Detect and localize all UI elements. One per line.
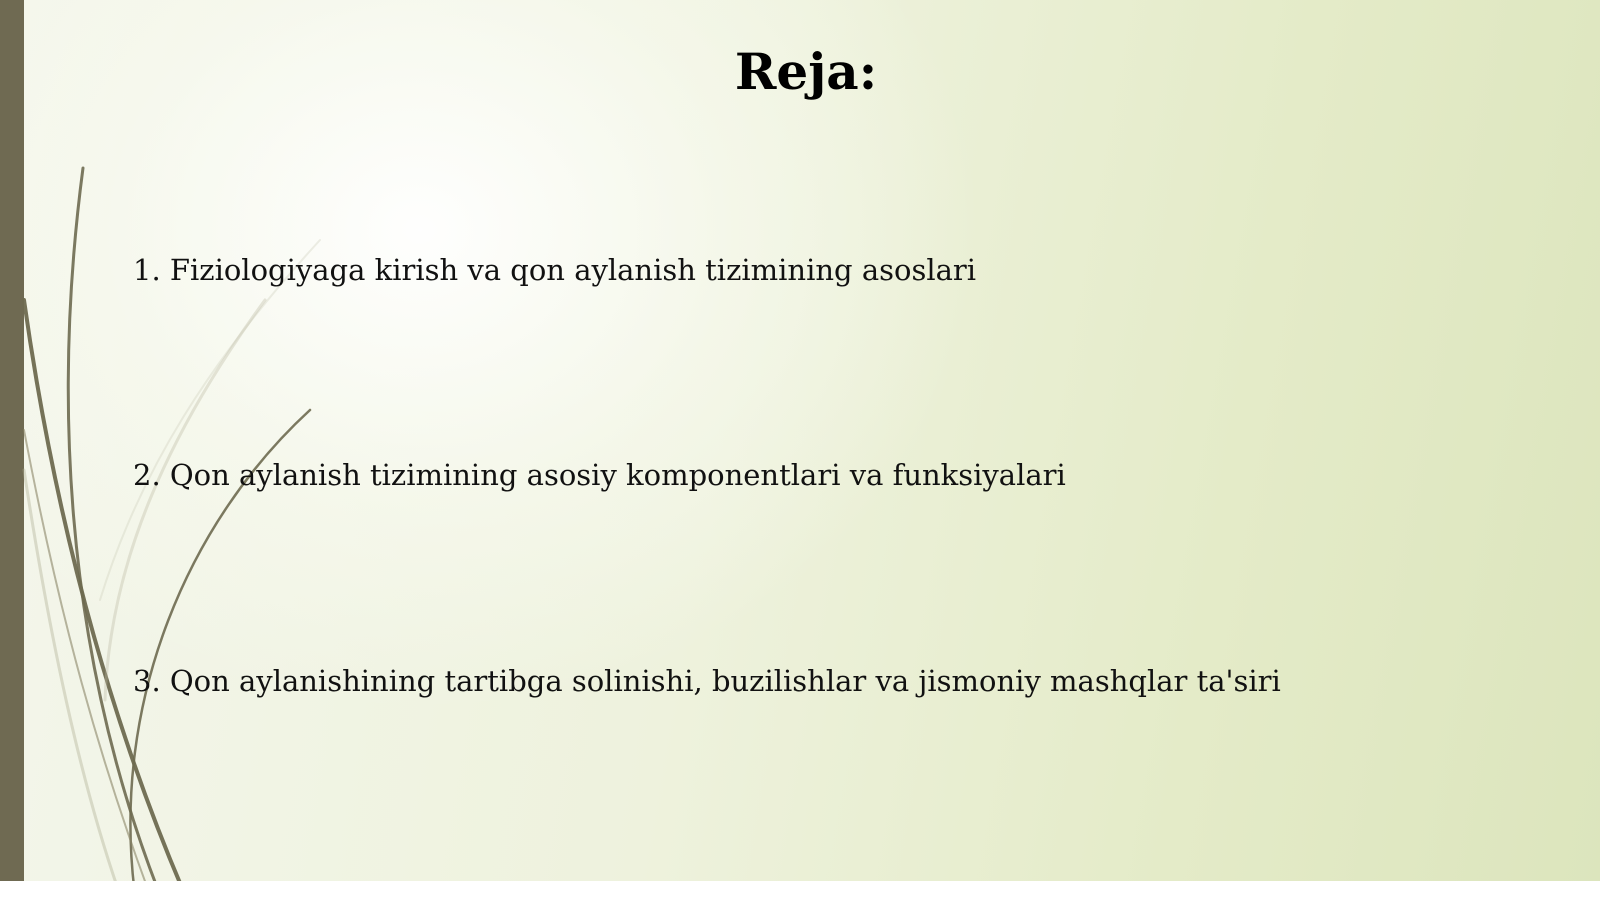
bottom-strip	[0, 881, 1600, 899]
plan-item-1: 1. Fiziologiyaga kirish va qon aylanish tizimining asoslari	[133, 253, 977, 287]
plan-item-3: 3. Qon aylanishining tartibga solinishi, buzilishlar va jismoniy mashqlar ta'siri	[133, 664, 1281, 698]
slide-title: Reja:	[734, 42, 878, 101]
plan-item-2: 2. Qon aylanish tizimining asosiy komponentlari va funksiyalari	[133, 458, 1066, 492]
